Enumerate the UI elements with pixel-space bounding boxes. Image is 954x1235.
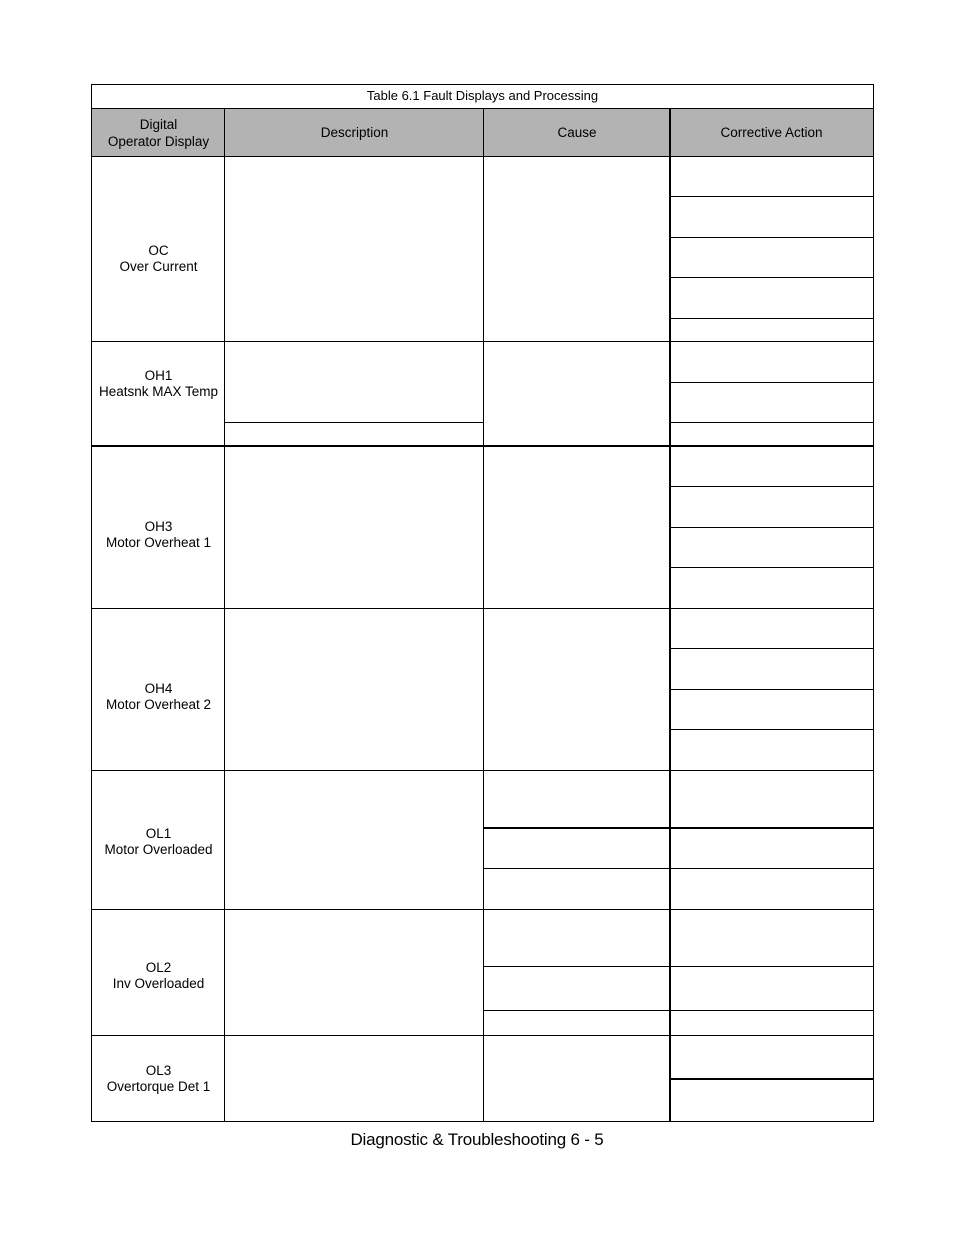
sub-divider: [484, 827, 873, 829]
table-caption: Table 6.1 Fault Displays and Processing: [92, 85, 873, 109]
row-divider: [92, 341, 873, 342]
header-display: Digital Operator Display: [92, 109, 225, 156]
row-divider: [92, 608, 873, 609]
sub-divider: [670, 422, 873, 423]
fault-label-oh4: [92, 681, 225, 713]
row-divider: [92, 445, 873, 447]
fault-name: Motor Overheat 1: [105, 535, 212, 550]
sub-divider: [670, 527, 873, 528]
row-divider: [92, 770, 873, 771]
sub-divider: [670, 237, 873, 238]
fault-label-oh3: [92, 519, 225, 551]
sub-divider: [670, 382, 873, 383]
sub-divider: [670, 1078, 873, 1080]
sub-divider: [670, 729, 873, 730]
sub-divider: [484, 1010, 873, 1011]
fault-code: OL1: [145, 826, 172, 841]
fault-name: Heatsnk MAX Temp: [98, 384, 219, 399]
header-cause: Cause: [484, 109, 670, 156]
fault-name: Inv Overloaded: [112, 976, 205, 991]
row-divider: [92, 909, 873, 910]
fault-code: OH3: [144, 519, 173, 534]
sub-divider: [225, 422, 483, 423]
sub-divider: [670, 648, 873, 649]
fault-label-ol2: [92, 960, 225, 992]
col-divider: [669, 109, 671, 1122]
row-divider: [92, 1035, 873, 1036]
sub-divider: [670, 318, 873, 319]
page-footer: Diagnostic & Troubleshooting 6 - 5: [350, 1130, 604, 1149]
header-description: Description: [225, 109, 484, 156]
fault-name: Motor Overloaded: [104, 842, 213, 857]
sub-divider: [670, 689, 873, 690]
fault-label-oh1: [92, 368, 225, 400]
sub-divider: [484, 868, 873, 869]
sub-divider: [670, 196, 873, 197]
fault-code: OH4: [144, 681, 173, 696]
fault-name: Over Current: [119, 259, 198, 274]
col-divider: [483, 109, 484, 1122]
fault-code: OL2: [145, 960, 172, 975]
fault-code: OC: [148, 243, 169, 258]
fault-name: Motor Overheat 2: [105, 697, 212, 712]
fault-code: OH1: [144, 368, 173, 383]
fault-label-ol3: [92, 1063, 225, 1095]
fault-label-oc: [92, 243, 225, 275]
sub-divider: [670, 486, 873, 487]
row-divider: [92, 156, 873, 157]
fault-name: Overtorque Det 1: [106, 1079, 211, 1094]
sub-divider: [670, 567, 873, 568]
fault-table: [91, 84, 874, 1122]
sub-divider: [484, 966, 873, 967]
header-action: Corrective Action: [670, 109, 873, 156]
fault-label-ol1: [92, 826, 225, 858]
fault-code: OL3: [145, 1063, 172, 1078]
sub-divider: [670, 277, 873, 278]
